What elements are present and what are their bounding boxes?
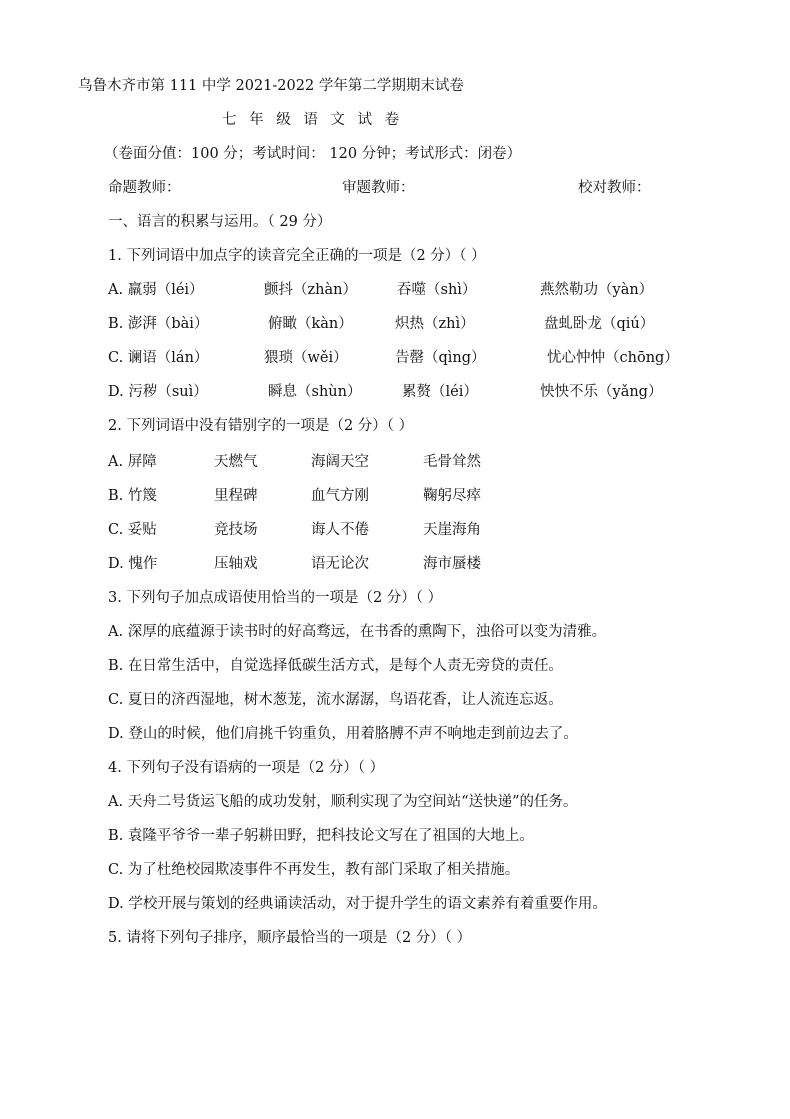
option-word: 海阔天空 bbox=[311, 454, 369, 470]
exam-subtitle: 七 年 级 语 文 试 卷 bbox=[222, 112, 404, 128]
option-word: 压轴戏 bbox=[214, 556, 258, 572]
option-item: D. 愧作 bbox=[108, 556, 158, 572]
question-stem: 4. 下列句子没有语病的一项是（2 分）（ ） bbox=[108, 760, 385, 776]
option-word: 语无论次 bbox=[311, 556, 369, 572]
question-stem: 1. 下列词语中加点字的读音完全正确的一项是（2 分）（ ） bbox=[108, 248, 486, 264]
option-item: B. 竹篾 bbox=[108, 488, 157, 504]
option-item: A. 屏障 bbox=[108, 454, 157, 470]
option-word: 海市蜃楼 bbox=[423, 556, 481, 572]
section-heading: 一、语言的积累与运用。（ 29 分） bbox=[108, 214, 332, 230]
option-word: 盘虬卧龙（qiú） bbox=[544, 316, 655, 332]
option-item: B. 袁隆平爷爷一辈子躬耕田野，把科技论文写在了祖国的大地上。 bbox=[108, 828, 534, 844]
option-item: A. 深厚的底蕴源于读书时的好高骛远，在书香的熏陶下，浊俗可以变为清雅。 bbox=[108, 624, 607, 640]
option-word: 累赘（léi） bbox=[402, 384, 478, 400]
option-item: C. 夏日的济西湿地，树木葱茏，流水潺潺，鸟语花香，让人流连忘返。 bbox=[108, 692, 563, 708]
option-item: A. 羸弱（léi） bbox=[108, 282, 204, 298]
option-word: 吞噬（shì） bbox=[397, 282, 477, 298]
option-word: 鞠躬尽瘁 bbox=[423, 488, 481, 504]
option-word: 天燃气 bbox=[214, 454, 258, 470]
option-word: 怏怏不乐（yǎng） bbox=[540, 384, 663, 400]
option-word: 竞技场 bbox=[214, 522, 258, 538]
option-item: A. 天舟二号货运飞船的成功发射，顺利实现了为空间站“送快递”的任务。 bbox=[108, 794, 578, 810]
question-stem: 5. 请将下列句子排序，顺序最恰当的一项是（2 分）（ ） bbox=[108, 930, 472, 946]
option-item: C. 谰语（lán） bbox=[108, 350, 209, 366]
option-item: B. 在日常生活中，自觉选择低碳生活方式，是每个人责无旁贷的责任。 bbox=[108, 658, 563, 674]
option-word: 猥琐（wěi） bbox=[264, 350, 348, 366]
option-word: 告罄（qìng） bbox=[395, 350, 486, 366]
option-word: 瞬息（shùn） bbox=[268, 384, 362, 400]
option-item: D. 污秽（suì） bbox=[108, 384, 208, 400]
option-word: 颤抖（zhàn） bbox=[264, 282, 357, 298]
exam-info: （卷面分值：100 分；考试时间： 120 分钟；考试形式：闭卷） bbox=[104, 146, 522, 162]
option-word: 血气方刚 bbox=[311, 488, 369, 504]
option-word: 天崖海角 bbox=[423, 522, 481, 538]
question-stem: 2. 下列词语中没有错别字的一项是（2 分）（ ） bbox=[108, 418, 414, 434]
option-word: 炽热（zhì） bbox=[395, 316, 475, 332]
option-item: C. 为了杜绝校园欺凌事件不再发生，教有部门采取了相关措施。 bbox=[108, 862, 520, 878]
option-word: 诲人不倦 bbox=[311, 522, 369, 538]
option-word: 忧心忡忡（chōng） bbox=[547, 350, 679, 366]
option-word: 里程碑 bbox=[214, 488, 258, 504]
teacher-author-label: 命题教师： bbox=[108, 180, 181, 196]
option-item: C. 妥贴 bbox=[108, 522, 157, 538]
option-word: 燕然勒功（yàn） bbox=[540, 282, 654, 298]
option-item: D. 登山的时候，他们肩挑千钧重负，用着胳膊不声不响地走到前边去了。 bbox=[108, 726, 578, 742]
teacher-proofreader-label: 校对教师： bbox=[578, 180, 651, 196]
option-item: B. 澎湃（bài） bbox=[108, 316, 209, 332]
option-item: D. 学校开展与策划的经典诵读活动，对于提升学生的语文素养有着重要作用。 bbox=[108, 896, 607, 912]
option-word: 俯瞰（kàn） bbox=[268, 316, 353, 332]
school-title: 乌鲁木齐市第 111 中学 2021-2022 学年第二学期期末试卷 bbox=[78, 78, 464, 94]
question-stem: 3. 下列句子加点成语使用恰当的一项是（2 分）（ ） bbox=[108, 590, 443, 606]
teacher-reviewer-label: 审题教师： bbox=[342, 180, 415, 196]
option-word: 毛骨耸然 bbox=[423, 454, 481, 470]
